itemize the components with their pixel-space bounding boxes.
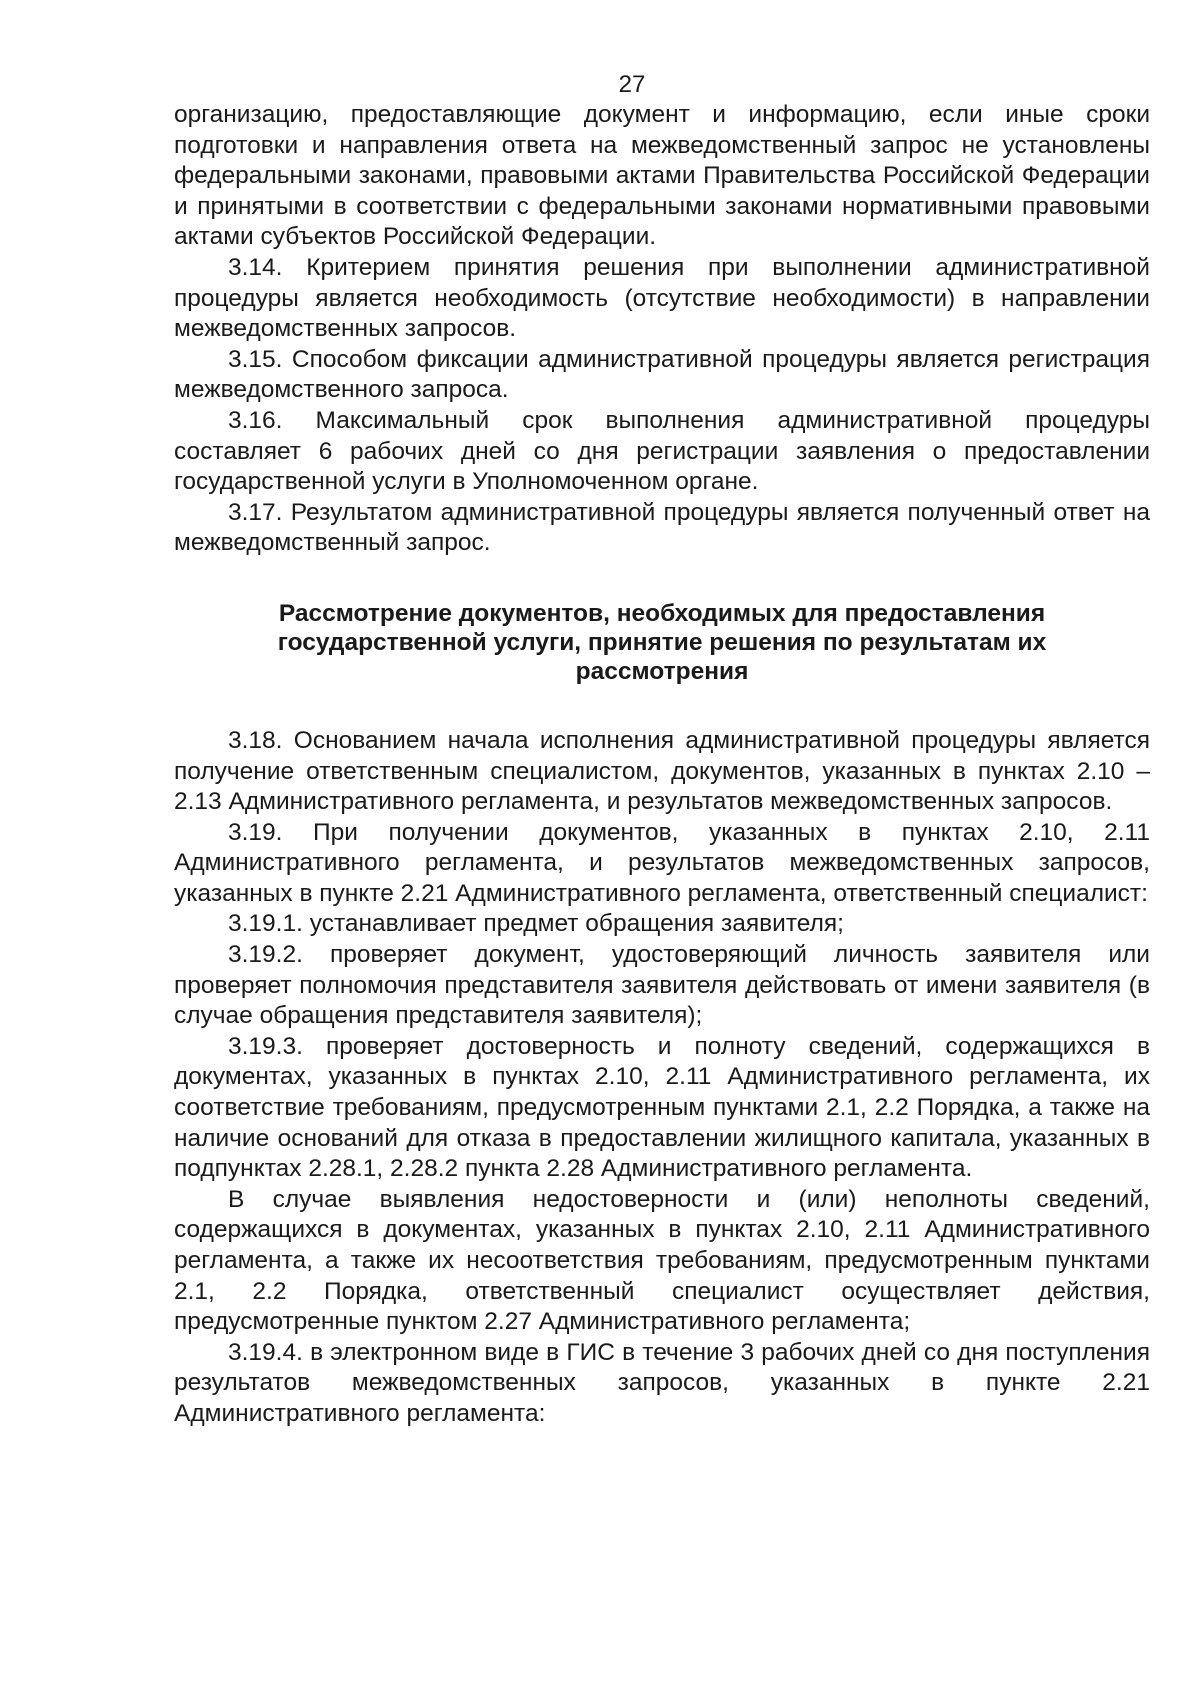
paragraph-3-19-4: 3.19.4. в электронном виде в ГИС в течение 3 рабочих дней со дня поступления результатов межведомственных запросов, указанных в пункте 2.21 Административного регламента: (174, 1338, 1150, 1427)
page-number: 27 (618, 71, 646, 98)
paragraph-3-18: 3.18. Основанием начала исполнения административной процедуры является получение ответственным специалистом, документов, указанных в пунктах 2.10 – 2.13 Административного регламента, и результатов межведомственных запросов. (174, 726, 1150, 816)
paragraph-3-19-2: 3.19.2. проверяет документ, удостоверяющий личность заявителя или проверяет полномочия представителя заявителя действовать от имени заявителя (в случае обращения представителя заявителя); (174, 941, 1150, 1030)
document-page (174, 70, 1150, 1430)
paragraph-3-17: 3.17. Результатом административной процедуры является полученный ответ на межведомственный запрос. (174, 498, 1150, 557)
section-heading-line: Рассмотрение документов, необходимых для предоставления (278, 599, 1046, 627)
paragraph-case-note: В случае выявления недостоверности и (или) неполноты сведений, содержащихся в документах, указанных в пунктах 2.10, 2.11 Административного регламента, а также их несоответствия требованиям, предусмотренным пунктами 2.1, 2.2 Порядка, ответственный специалист осуществляет действия, предусмотренные пунктом 2.27 Административного регламента; (174, 1185, 1150, 1336)
paragraph: организацию, предоставляющие документ и информацию, если иные сроки подготовки и направления ответа на межведомственный запрос не установлены федеральными законами, правовыми актами Правительства Российской Федерации и принятыми в соответствии с федеральными законами нормативными правовыми актами субъектов Российской Федерации. (174, 101, 1150, 251)
section-heading (214, 599, 1110, 686)
paragraph-3-19: 3.19. При получении документов, указанных в пунктах 2.10, 2.11 Административного регламента, и результатов межведомственных запросов, указанных в пункте 2.21 Административного регламента, ответственный специалист: (174, 818, 1150, 907)
paragraph-3-19-3: 3.19.3. проверяет достоверность и полноту сведений, содержащихся в документах, указанных в пунктах 2.10, 2.11 Административного регламента, их соответствие требованиям, предусмотренным пунктами 2.1, 2.2 Порядка, а также на наличие оснований для отказа в предоставлении жилищного капитала, указанных в подпунктах 2.28.1, 2.28.2 пункта 2.28 Административного регламента. (174, 1032, 1150, 1183)
section-heading-line: государственной услуги, принятие решения по результатам их (277, 628, 1047, 656)
paragraph-3-15: 3.15. Способом фиксации административной процедуры является регистрация межведомственного запроса. (174, 345, 1150, 404)
paragraph-3-19-1: 3.19.1. устанавливает предмет обращения заявителя; (228, 910, 844, 938)
paragraph-3-16: 3.16. Максимальный срок выполнения административной процедуры составляет 6 рабочих дней со дня регистрации заявления о предоставлении государственной услуги в Уполномоченном органе. (174, 406, 1150, 496)
page-number-row (144, 70, 1120, 100)
paragraph-3-14: 3.14. Критерием принятия решения при выполнении административной процедуры является необходимость (отсутствие необходимости) в направлении межведомственных запросов. (174, 253, 1150, 343)
section-heading-line: рассмотрения (575, 657, 749, 685)
